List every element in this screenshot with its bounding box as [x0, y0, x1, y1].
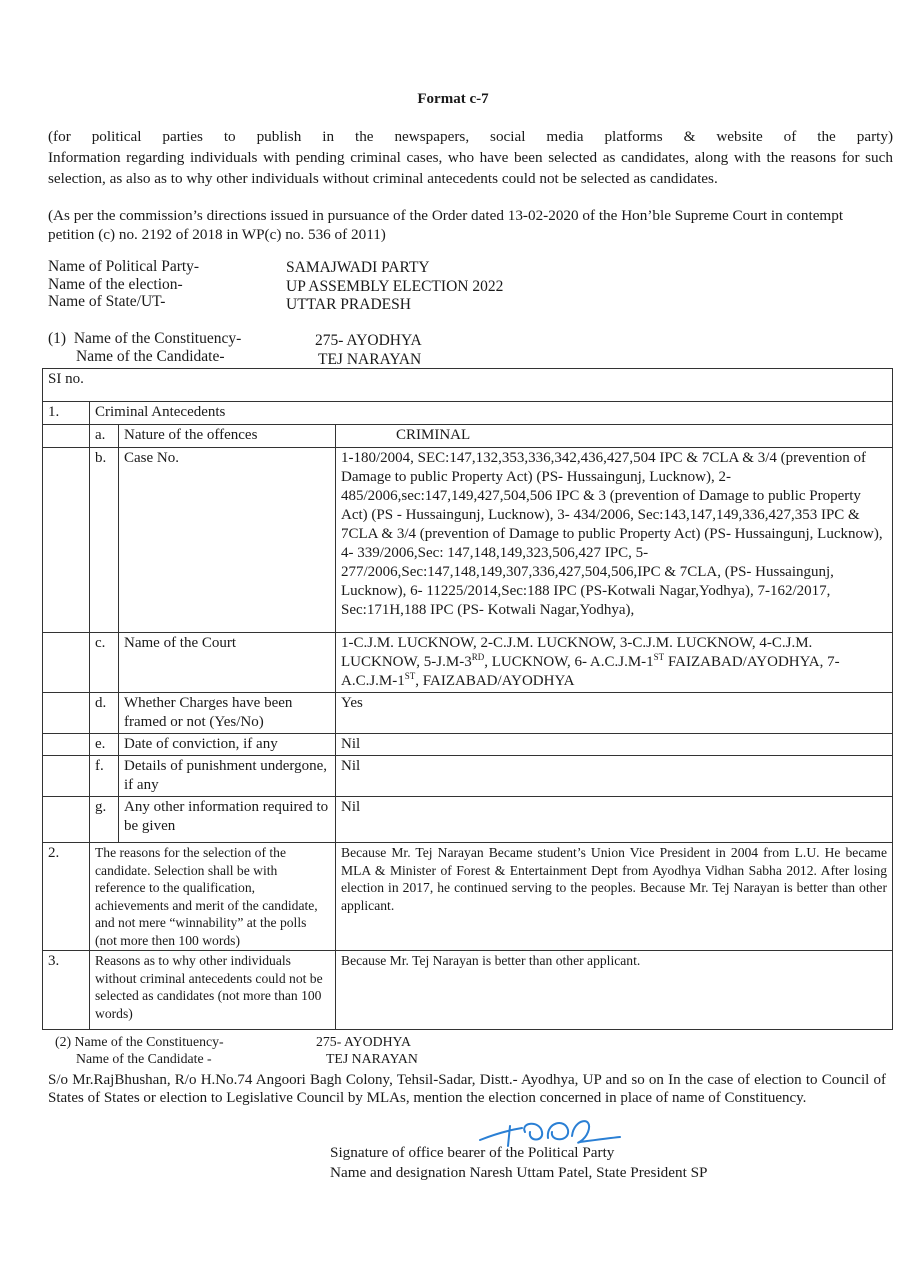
sl-no-header: SI no.	[43, 369, 893, 402]
item-key: a.	[90, 425, 119, 448]
item-label: Whether Charges have been framed or not (Yes/No)	[119, 693, 336, 734]
other-individuals-value: Because Mr. Tej Narayan is better than other applicant.	[336, 951, 893, 1030]
candidate-label: Name of the Candidate-	[76, 348, 225, 365]
selection-reasons-value: Because Mr. Tej Narayan Became student’s Union Vice President in 2004 from L.U. He became MLA & Minister of Forest & Entertainment Dept from Ayodhya Vidhan Sabha 2012. After losing election in 2017, he continued serving to the peoples. Because Mr. Tej Narayan is better than other applicant.	[336, 843, 893, 951]
constituency-label: (1) Name of the Constituency-	[48, 330, 242, 347]
constituency-label-2: (2) Name of the Constituency-	[55, 1034, 224, 1049]
table-row	[43, 951, 893, 1030]
table-row	[43, 734, 893, 756]
intro-paragraph	[48, 126, 893, 189]
party-value: SAMAJWADI PARTY	[286, 259, 430, 276]
item-value: CRIMINAL	[336, 425, 893, 448]
row-number: 3.	[43, 951, 90, 1030]
item-key: d.	[90, 693, 119, 734]
item-key: c.	[90, 633, 119, 693]
other-individuals-label: Reasons as to why other individuals without criminal antecedents could not be selected as candidates (not more than 100 words)	[90, 951, 336, 1030]
case-numbers-value: 1-180/2004, SEC:147,132,353,336,342,436,427,504 IPC & 7CLA & 3/4 (prevention of Damage to public Property Act) (PS- Hussaingunj, Lucknow), 2-485/2006,sec:147,149,427,504,506 IPC & 3 (prevention of Damage to public Property Act) (PS - Hussaingunj, Lucknow), 3- 434/2006, Sec:143,147,149,336,427,353 IPC & 7CLA & 3/4 (prevention of Damage to public Property Act) (PS- Hussaingunj, Lucknow), 4- 339/2006,Sec: 147,148,149,323,506,427 IPC, 5-277/2006,Sec:147,148,149,307,336,427,504,506,IPC & 7CLA, (PS- Hussaingunj, Lucknow), 6- 11225/2014,Sec:188 IPC (PS-Kotwali Nagar,Yodhya), 7-162/2017, Sec:171H,188 IPC (PS- Kotwali Nagar,Yodhya),	[336, 448, 893, 633]
item-value: Nil	[336, 756, 893, 797]
intro-first-line: (for political parties to publish in the newspapers, social media platforms & website of the party)	[48, 128, 893, 145]
item-label: Any other information required to be given	[119, 797, 336, 843]
table-row	[43, 402, 893, 425]
item-key: g.	[90, 797, 119, 843]
item-label: Name of the Court	[119, 633, 336, 693]
table-header-row	[43, 369, 893, 402]
table-row	[43, 756, 893, 797]
constituency-value-2: 275- AYODHYA	[316, 1034, 411, 1049]
candidate-value: TEJ NARAYAN	[318, 351, 422, 368]
item-value: Yes	[336, 693, 893, 734]
item-key: f.	[90, 756, 119, 797]
table-row	[43, 797, 893, 843]
candidate-address: S/o Mr.RajBhushan, R/o H.No.74 Angoori Bagh Colony, Tehsil-Sadar, Distt.- Ayodhya, UP and so on In the case of election to Council of States of States or election to Legislative Council by MLAs, mention the election concerned in place of name of Constituency.	[48, 1072, 886, 1106]
candidate-label-2: Name of the Candidate -	[76, 1051, 212, 1066]
item-label: Nature of the offences	[119, 425, 336, 448]
table-row	[43, 425, 893, 448]
item-value: Nil	[336, 797, 893, 843]
election-label: Name of the election-	[48, 276, 183, 293]
row-number: 2.	[43, 843, 90, 951]
election-value: UP ASSEMBLY ELECTION 2022	[286, 278, 504, 295]
party-label: Name of Political Party-	[48, 258, 200, 275]
directions-paragraph: (As per the commission’s directions issued in pursuance of the Order dated 13-02-2020 of the Hon’ble Supreme Court in contempt petition (c) no. 2192 of 2018 in WP(c) no. 536 of 2011)	[48, 207, 844, 243]
row-number: 1.	[43, 402, 90, 425]
signature-caption: Signature of office bearer of the Political Party	[330, 1144, 615, 1161]
table-row	[43, 693, 893, 734]
candidate-value-2: TEJ NARAYAN	[326, 1051, 418, 1066]
document-title: Format c-7	[417, 91, 489, 107]
item-label: Date of conviction, if any	[119, 734, 336, 756]
table-row	[43, 633, 893, 693]
selection-reasons-label: The reasons for the selection of the candidate. Selection shall be with reference to the qualification, achievements and merit of the candidate, and not mere “winnability” at the polls (not more then 100 words)	[90, 843, 336, 951]
state-label: Name of State/UT-	[48, 293, 166, 310]
item-key: e.	[90, 734, 119, 756]
court-name-value: 1-C.J.M. LUCKNOW, 2-C.J.M. LUCKNOW, 3-C.J.M. LUCKNOW, 4-C.J.M. LUCKNOW, 5-J.M-3RD, LUCKNOW, 6- A.C.J.M-1ST FAIZABAD/AYODHYA, 7- A.C.J.M-1ST, FAIZABAD/AYODHYA	[336, 633, 893, 693]
criminal-antecedents-table	[42, 368, 893, 1030]
table-row	[43, 843, 893, 951]
item-value: Nil	[336, 734, 893, 756]
table-row	[43, 448, 893, 633]
state-value: UTTAR PRADESH	[286, 296, 411, 313]
signatory-name-designation: Name and designation Naresh Uttam Patel, State President SP	[330, 1164, 708, 1181]
constituency-value: 275- AYODHYA	[315, 332, 422, 349]
intro-rest: Information regarding individuals with pending criminal cases, who have been selected as candidates, along with the reasons for such selection, as also as to why other individuals without criminal antecedents could not be selected as candidates.	[48, 149, 893, 187]
item-key: b.	[90, 448, 119, 633]
signature-stroke	[480, 1121, 620, 1146]
item-label: Details of punishment undergone, if any	[119, 756, 336, 797]
row-label: Criminal Antecedents	[90, 402, 893, 425]
item-label: Case No.	[119, 448, 336, 633]
